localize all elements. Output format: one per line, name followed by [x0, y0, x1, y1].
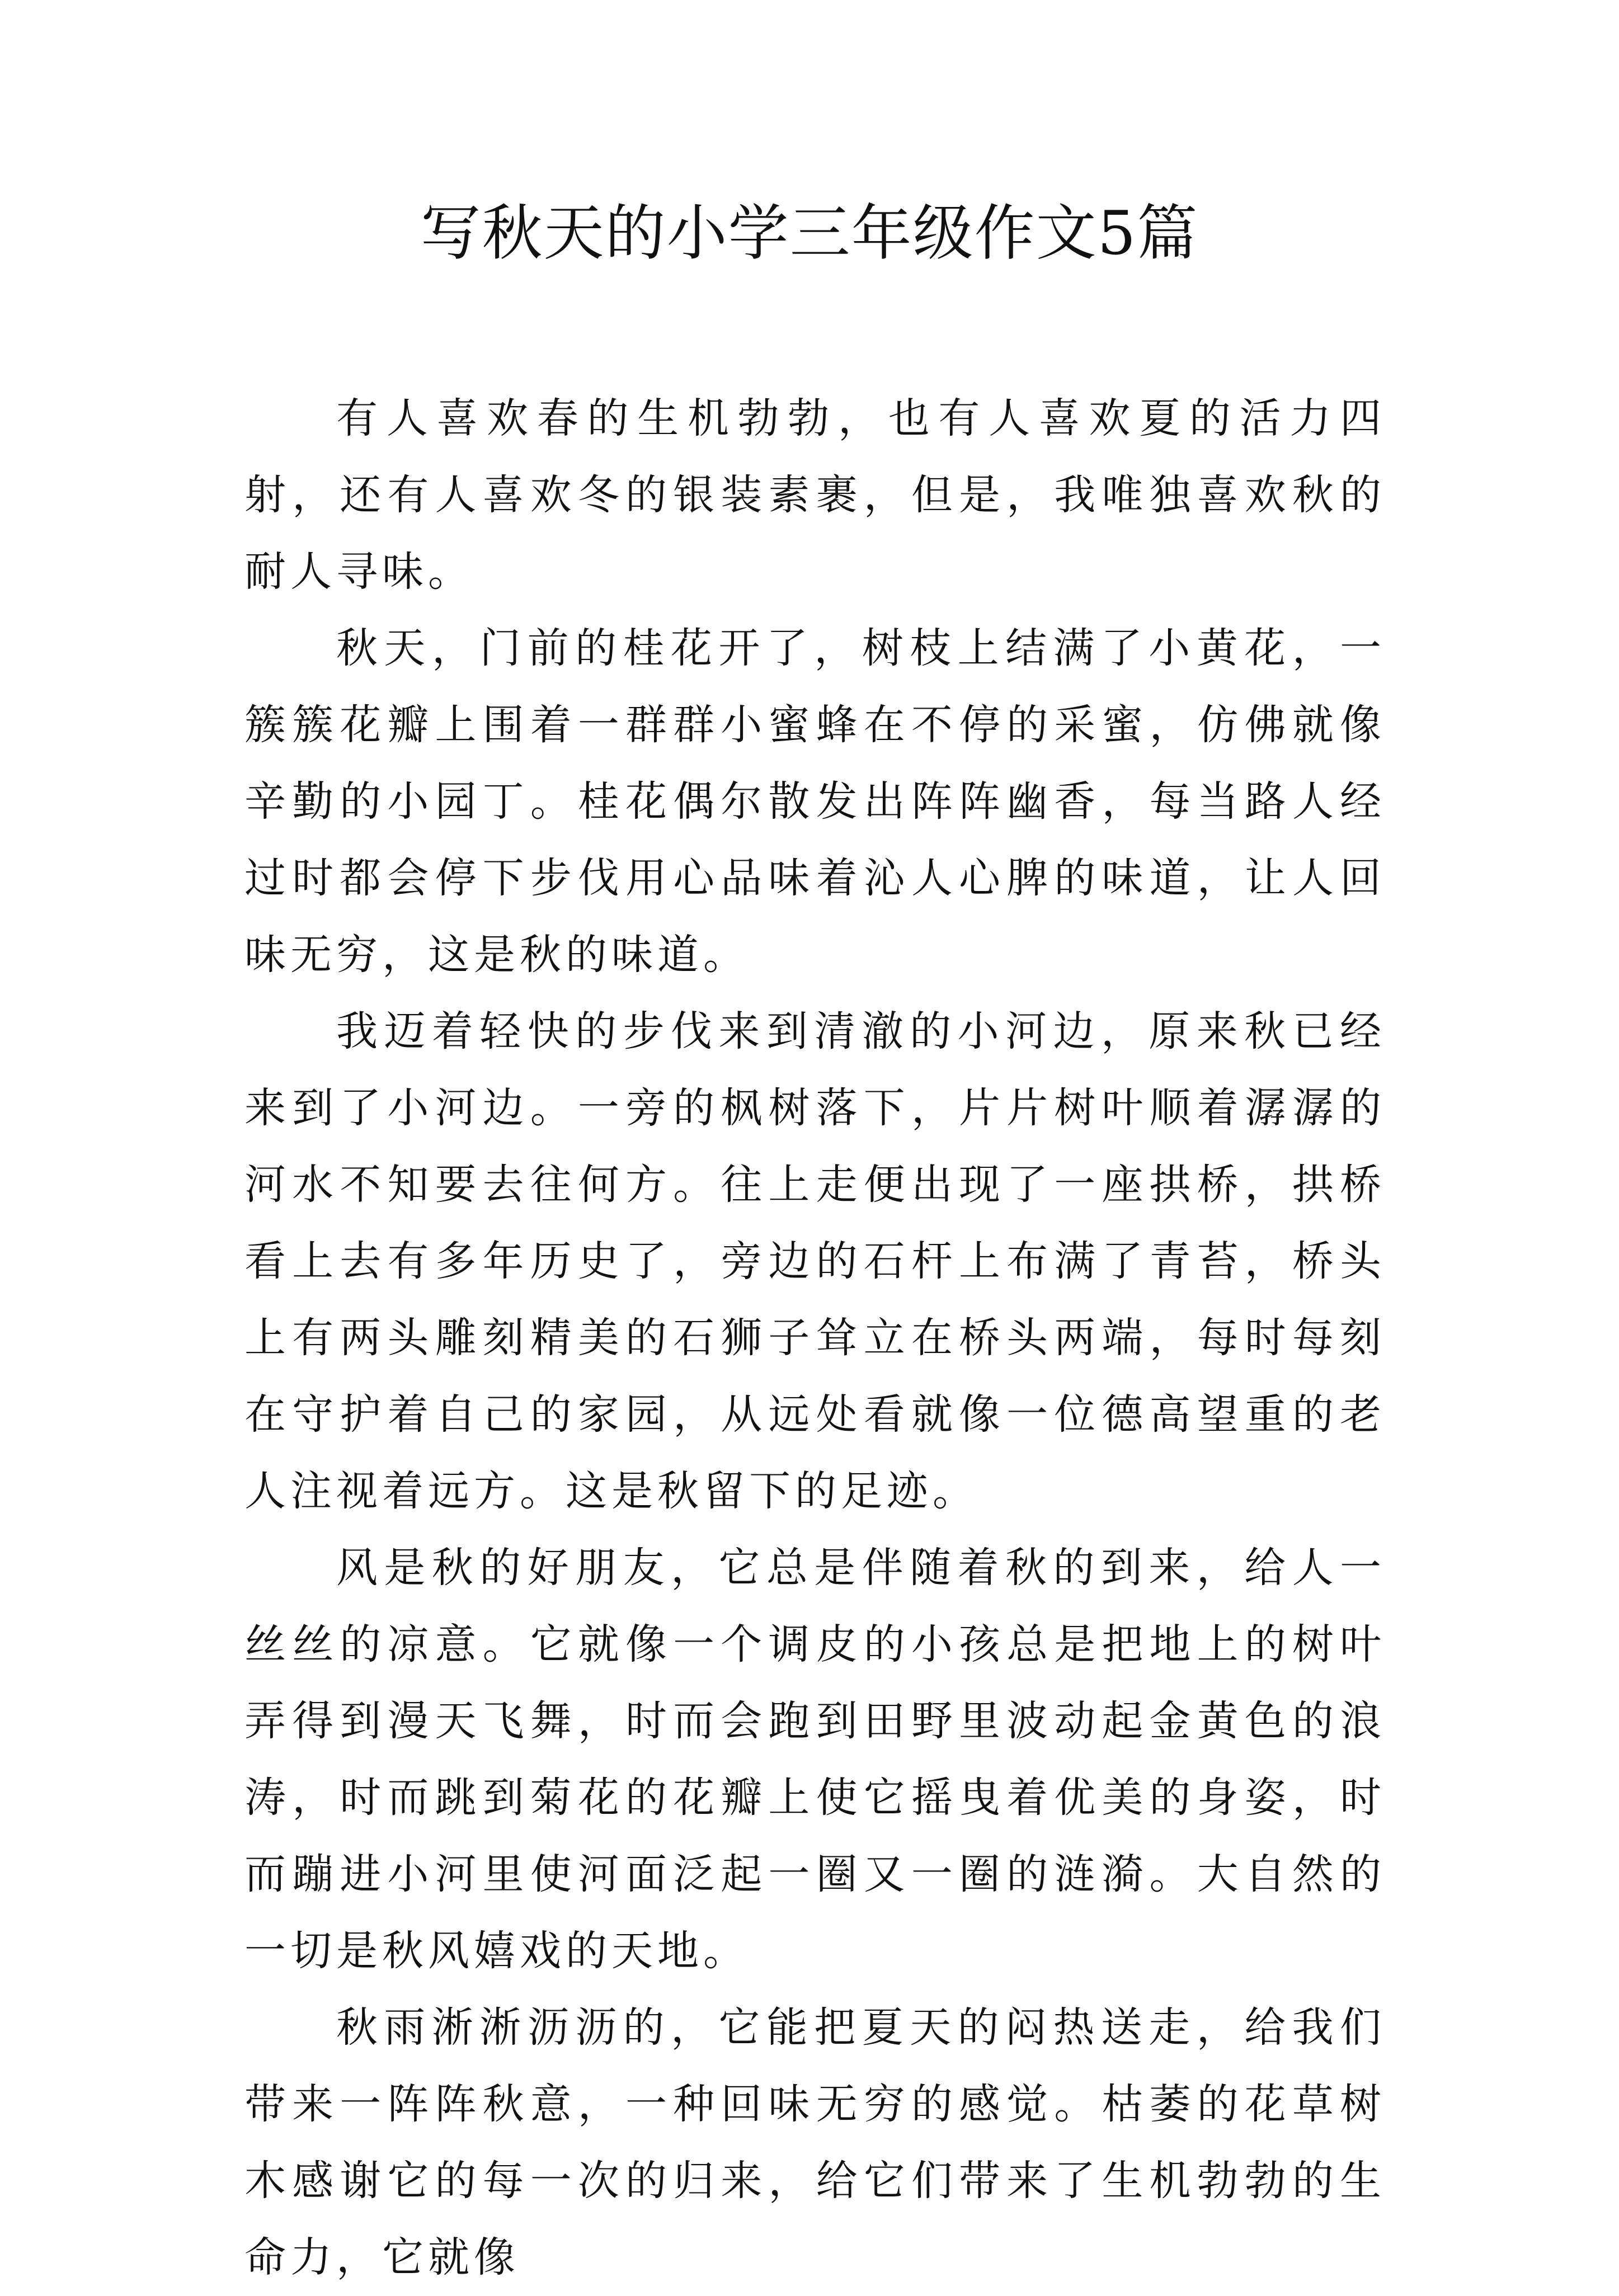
paragraph-5: 秋雨淅淅沥沥的，它能把夏天的闷热送走，给我们带来一阵阵秋意，一种回味无穷的感觉。枯萎的花草树木感谢它的每一次的归来，给它们带来了生机勃勃的生命力，它就像 — [244, 2003, 1386, 2281]
paragraph-3: 我迈着轻快的步伐来到清澈的小河边，原来秋已经来到了小河边。一旁的枫树落下，片片树叶顺着潺潺的河水不知要去往何方。往上走便出现了一座拱桥，拱桥看上去有多年历史了，旁边的石杆上布满了青苔，桥头上有两头雕刻精美的石狮子耸立在桥头两端，每时每刻在守护着自己的家园，从远处看就像一位德高望重的老人注视着远方。这是秋留下的足迹。 — [244, 1007, 1386, 1515]
document-body — [244, 380, 1386, 2296]
document-title: 写秋天的小学三年级作文5篇 — [420, 199, 1199, 268]
paragraph-4: 风是秋的好朋友，它总是伴随着秋的到来，给人一丝丝的凉意。它就像一个调皮的小孩总是把地上的树叶弄得到漫天飞舞，时而会跑到田野里波动起金黄色的浪涛，时而跳到菊花的花瓣上使它摇曳着优美的身姿，时而蹦进小河里使河面泛起一圈又一圈的涟漪。大自然的一切是秋风嬉戏的天地。 — [244, 1544, 1386, 1975]
paragraph-1: 有人喜欢春的生机勃勃，也有人喜欢夏的活力四射，还有人喜欢冬的银装素裹，但是，我唯独喜欢秋的耐人寻味。 — [244, 394, 1386, 596]
paragraph-2: 秋天，门前的桂花开了，树枝上结满了小黄花，一簇簇花瓣上围着一群群小蜜蜂在不停的采蜜，仿佛就像辛勤的小园丁。桂花偶尔散发出阵阵幽香，每当路人经过时都会停下步伐用心品味着沁人心脾的味道，让人回味无穷，这是秋的味道。 — [244, 624, 1386, 979]
